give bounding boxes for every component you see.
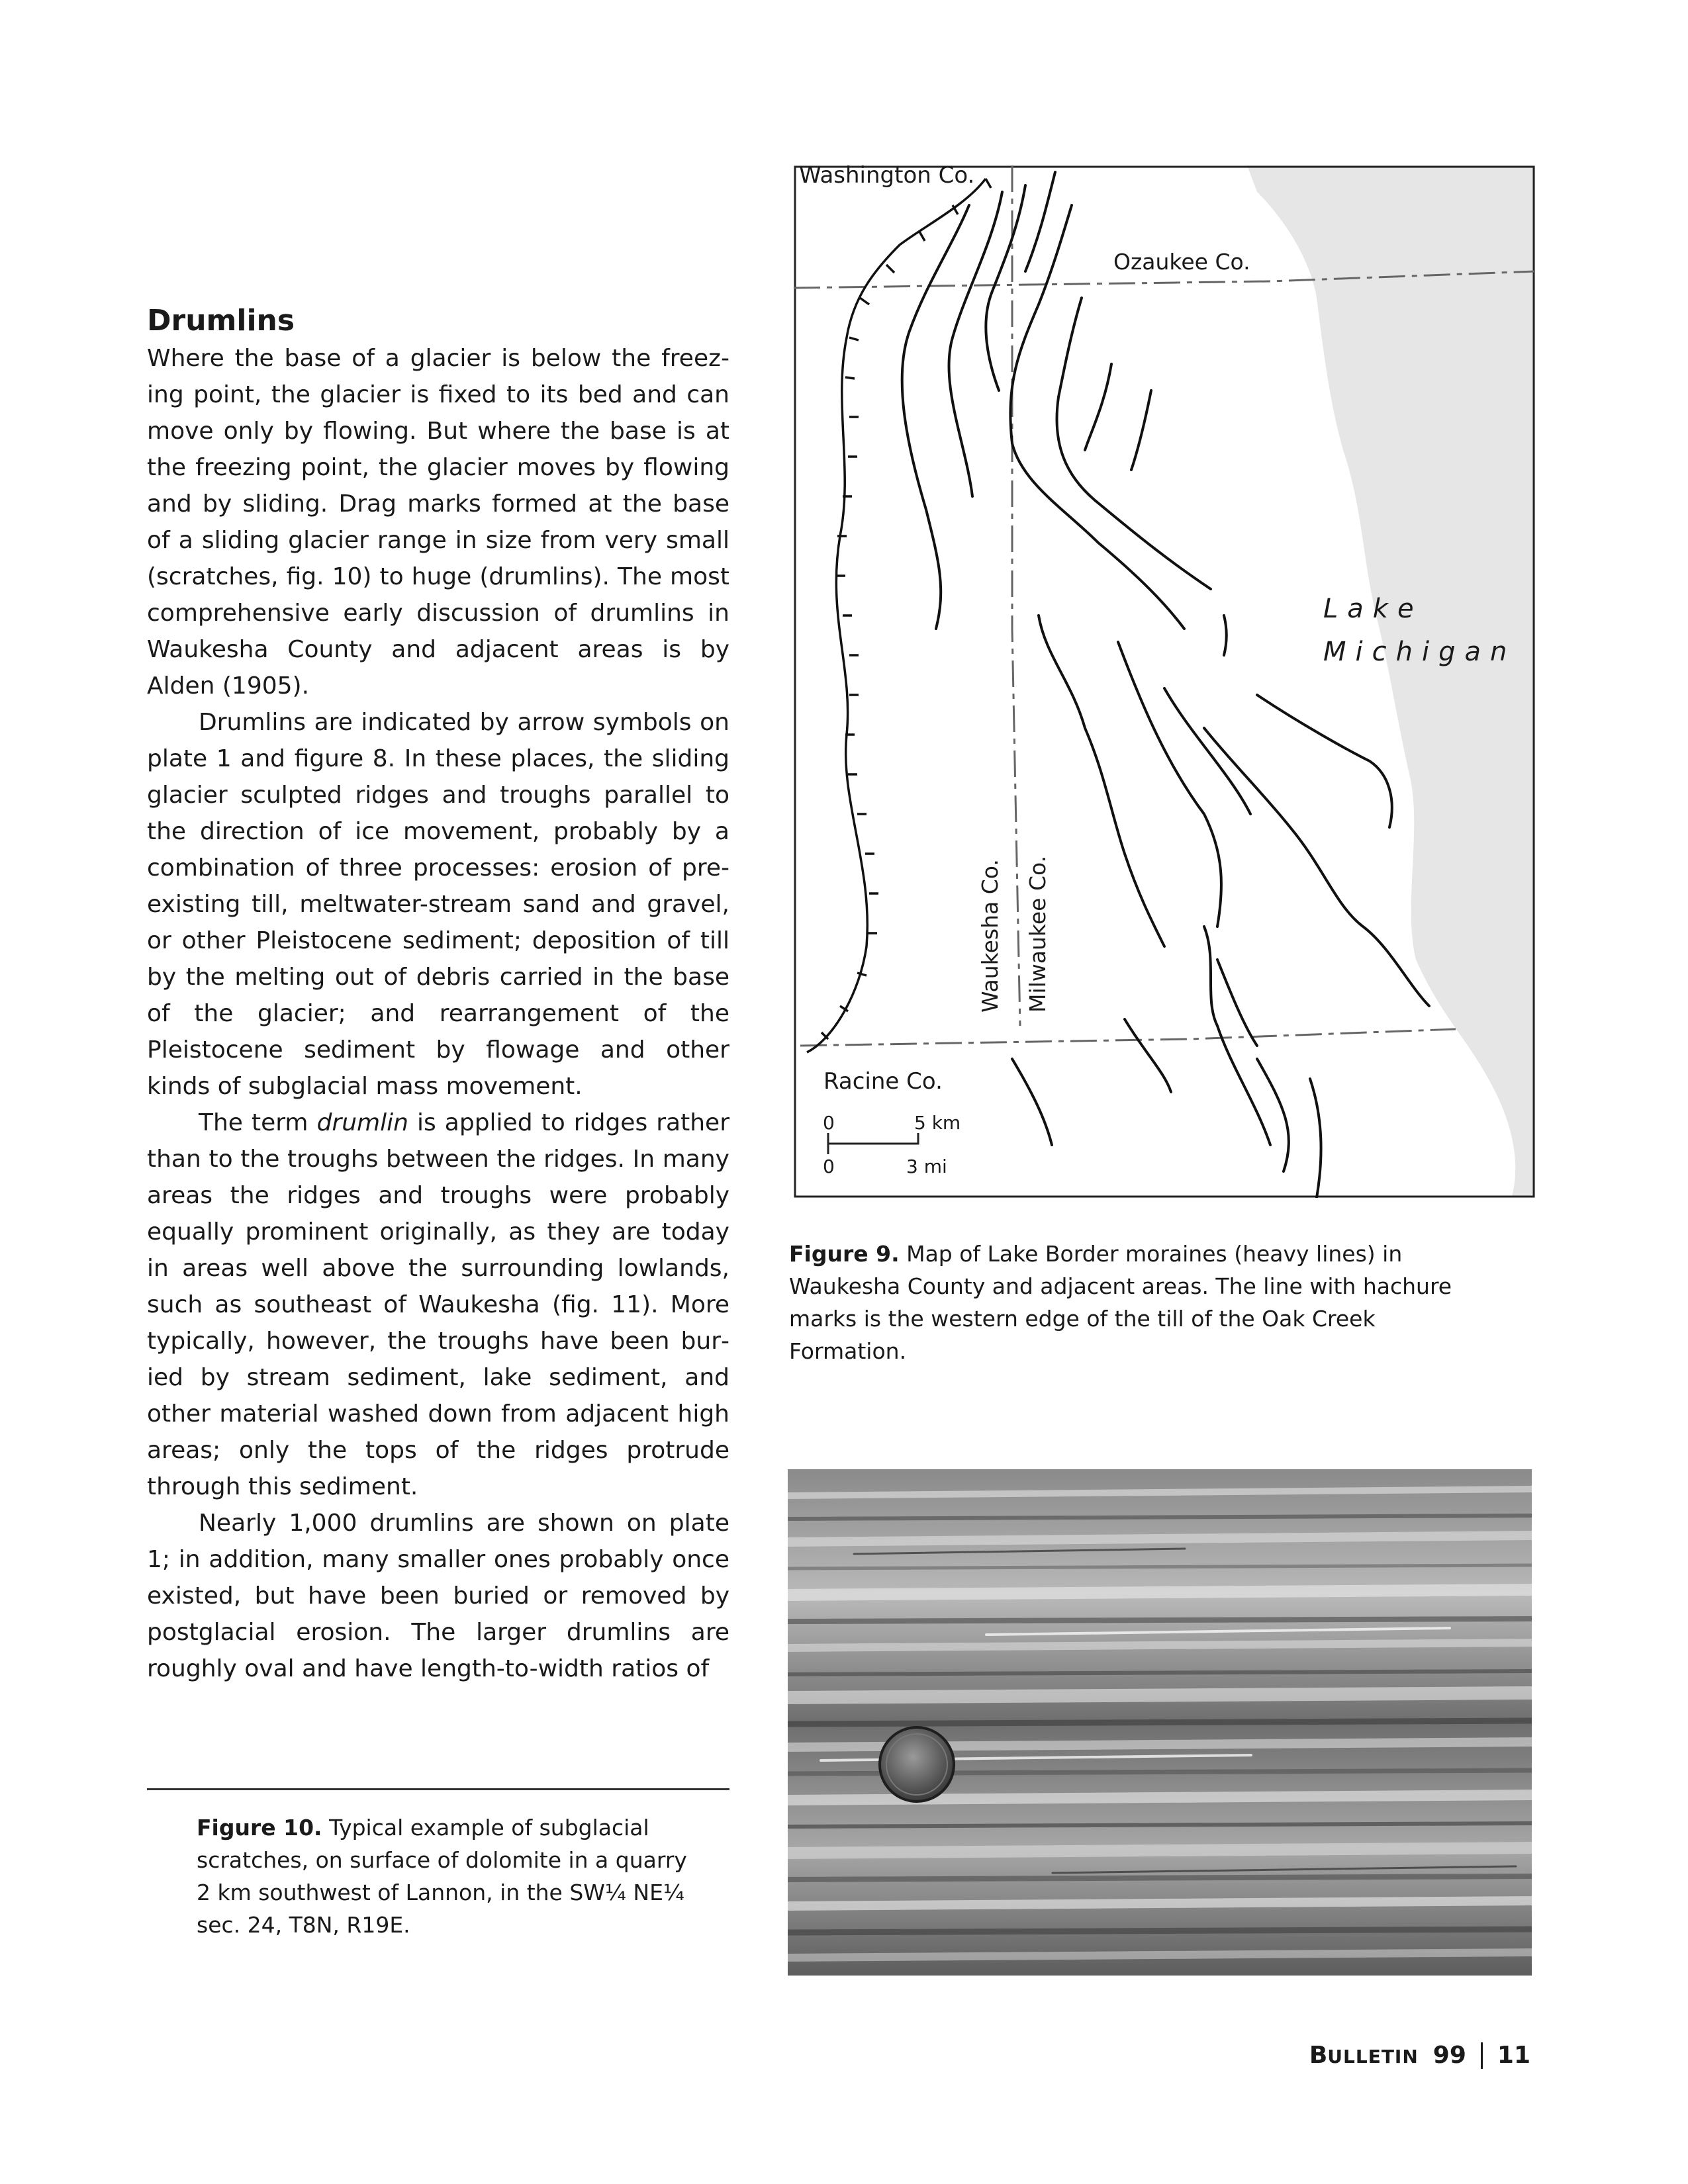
paragraph-3-start: The term: [199, 1109, 317, 1136]
figure-9-caption: [789, 1238, 1484, 1367]
label-waukesha-co: Waukesha Co.: [977, 859, 1003, 1013]
scale-mi-zero: 0: [823, 1156, 835, 1177]
scale-bar: [828, 1133, 918, 1154]
waukesha-east-boundary: [1012, 165, 1020, 1026]
column-divider: [147, 1788, 729, 1790]
figure-9-map: [794, 165, 1535, 1198]
series-rest: ULLETIN: [1327, 2046, 1419, 2068]
lake-michigan-area: [1247, 165, 1535, 1198]
paragraph-1: Where the base of a glacier is below the freezing point, the glacier is fixed to its bed and can move only by flowing. But where the base is at the freezing point, the glacier moves by flowing and by sliding. Drag marks formed at the base of a sliding glacier range in size from very small (scratches, fig. 10) to huge (drumlins). The most comprehensive early discussion of drumlins in Waukesha County and adjacent areas is by Alden (1905).: [147, 345, 729, 700]
figure-10-caption: [197, 1811, 700, 1941]
series-initial: B: [1309, 2042, 1328, 2069]
label-milwaukee-co: Milwaukee Co.: [1025, 855, 1051, 1013]
paragraph-3: [147, 1105, 729, 1505]
paragraph-2: Drumlins are indicated by arrow symbols on plate 1 and figure 8. In these places, the sliding glacier sculpted ridges and troughs parallel to the direction of ice movement, probably by a combination of three processes: erosion of pre-existing till, meltwater-stream sand and gravel, or other Pleistocene sediment; deposition of till by the melting out of debris carried in the base of the glacier; and rearrangement of the Pleistocene sediment by flowage and other kinds of subglacial mass movement.: [147, 709, 729, 1100]
figure-9-label: Figure 9.: [789, 1241, 900, 1267]
figure-9-text: Map of Lake Border moraines (heavy lines) in Waukesha County and adjacent areas. The line with hachure marks is the western edge of the till of the Oak Creek Formation.: [789, 1241, 1452, 1364]
paragraph-3-rest: is applied to ridges rather than to the troughs between the ridges. In many areas the ridges and troughs were probably equally prominent originally, as they are today in areas well above the surrounding lowlands, such as southeast of Waukesha (fig. 11). More typically, however, the troughs have been buried by stream sediment, lake sediment, and other material washed down from adjacent high areas; only the tops of the ridges protrude through this sediment.: [147, 1109, 729, 1500]
paragraph-4: Nearly 1,000 drumlins are shown on plate 1; in addition, many smaller ones probably once existed, but have been buried or removed by postglacial erosion. The larger drumlins are roughly oval and have length-to-width ratios of: [147, 1510, 729, 1682]
section-heading: Drumlins: [147, 304, 295, 338]
label-racine-co: Racine Co.: [823, 1068, 943, 1095]
main-text-column: [147, 303, 729, 1687]
scale-mi-label: 3 mi: [906, 1156, 947, 1177]
page-number: 11: [1497, 2042, 1530, 2069]
series-name: [1309, 2042, 1419, 2069]
footer-separator: [1481, 2042, 1483, 2069]
label-michigan: Michigan: [1323, 637, 1517, 667]
racine-north-boundary: [800, 1029, 1456, 1046]
coin-for-scale: [880, 1727, 954, 1801]
scale-km-zero: 0: [823, 1112, 835, 1134]
label-washington-co: Washington Co.: [799, 165, 975, 189]
bulletin-number: 99: [1432, 2042, 1466, 2069]
scale-km-label: 5 km: [914, 1112, 961, 1134]
figure-10-label: Figure 10.: [197, 1815, 322, 1841]
label-ozaukee-co: Ozaukee Co.: [1113, 249, 1250, 275]
page-footer: [1309, 2042, 1530, 2069]
term-drumlin: drumlin: [316, 1109, 408, 1136]
label-lake: Lake: [1323, 594, 1423, 624]
figure-10-photo: [788, 1469, 1532, 1976]
figure-10-text: Typical example of subglacial scratches, on surface of dolomite in a quarry 2 km southwest of Lannon, in the SW¼ NE¼ sec. 24, T8N, R19E.: [197, 1815, 687, 1938]
